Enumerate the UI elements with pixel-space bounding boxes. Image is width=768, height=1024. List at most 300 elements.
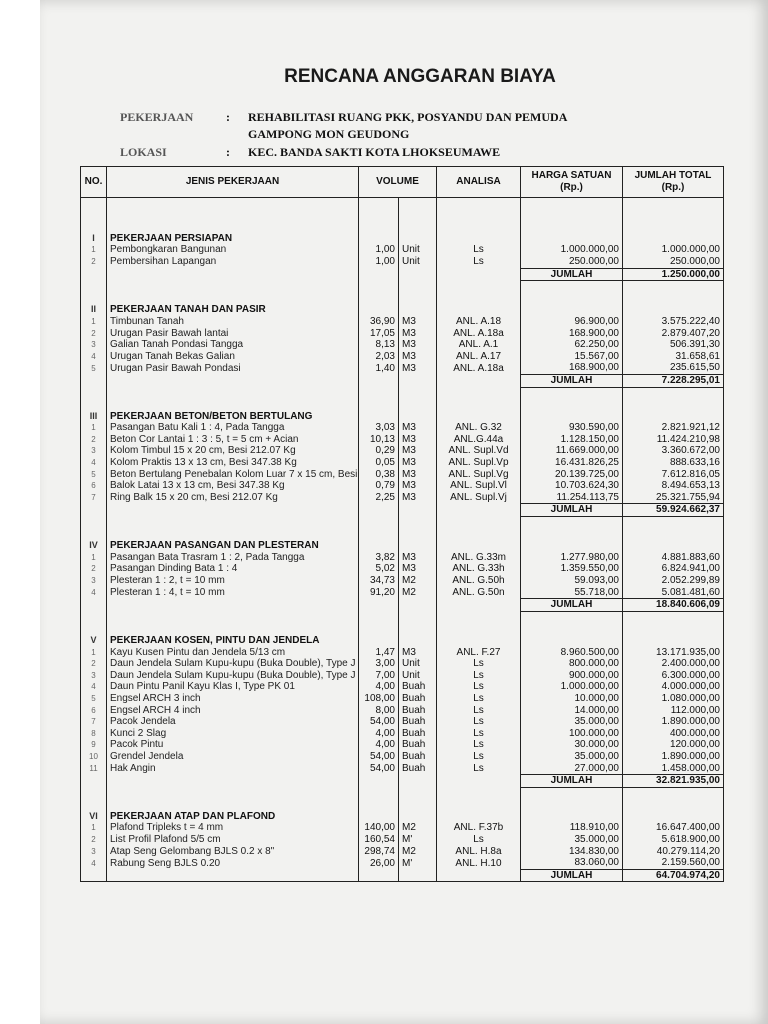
section-title: PEKERJAAN PASANGAN DAN PLESTERAN xyxy=(107,540,359,552)
spacer-row xyxy=(81,623,724,635)
item-unit: Buah xyxy=(399,739,437,751)
empty-cell xyxy=(623,611,724,623)
item-harga-satuan: 8.960.500,00 xyxy=(521,647,623,659)
item-number: 2 xyxy=(81,328,107,340)
item-name: Urugan Tanah Bekas Galian xyxy=(107,351,359,363)
item-name: Timbunan Tanah xyxy=(107,316,359,328)
item-number: 3 xyxy=(81,670,107,682)
empty-cell xyxy=(81,198,107,210)
item-analisa: Ls xyxy=(437,716,521,728)
empty-cell xyxy=(437,293,521,305)
empty-cell xyxy=(359,293,399,305)
item-name: Urugan Pasir Bawah lantai xyxy=(107,328,359,340)
section-header-row xyxy=(81,540,724,552)
empty-cell xyxy=(399,198,437,210)
item-harga-satuan: 15.567,00 xyxy=(521,351,623,363)
empty-cell xyxy=(107,198,359,210)
empty-cell xyxy=(399,387,437,399)
item-jumlah-total: 3.360.672,00 xyxy=(623,445,724,457)
item-number: 3 xyxy=(81,445,107,457)
item-harga-satuan: 35.000,00 xyxy=(521,834,623,846)
item-jumlah-total: 400.000,00 xyxy=(623,728,724,740)
section-title: PEKERJAAN KOSEN, PINTU DAN JENDELA xyxy=(107,635,359,647)
empty-cell xyxy=(521,811,623,823)
empty-cell xyxy=(399,221,437,233)
empty-cell xyxy=(623,281,724,293)
item-unit: M2 xyxy=(399,846,437,858)
item-volume: 160,54 xyxy=(359,834,399,846)
item-volume: 5,02 xyxy=(359,563,399,575)
item-harga-satuan: 168.900,00 xyxy=(521,328,623,340)
empty-cell xyxy=(107,517,359,529)
table-row xyxy=(81,857,724,869)
empty-cell xyxy=(107,210,359,222)
item-analisa: ANL. A.17 xyxy=(437,351,521,363)
item-unit: M2 xyxy=(399,822,437,834)
sum-value: 59.924.662,37 xyxy=(623,504,724,517)
item-harga-satuan: 14.000,00 xyxy=(521,705,623,717)
spacer-row xyxy=(81,281,724,293)
spacer-row xyxy=(81,198,724,210)
item-volume: 4,00 xyxy=(359,681,399,693)
item-volume: 2,03 xyxy=(359,351,399,363)
item-analisa: ANL. F.37b xyxy=(437,822,521,834)
section-title: PEKERJAAN ATAP DAN PLAFOND xyxy=(107,811,359,823)
empty-cell xyxy=(81,799,107,811)
section-sum-row xyxy=(81,268,724,281)
empty-cell xyxy=(521,635,623,647)
empty-cell xyxy=(437,387,521,399)
item-jumlah-total: 4.000.000,00 xyxy=(623,681,724,693)
item-name: Pembersihan Lapangan xyxy=(107,256,359,268)
empty-cell xyxy=(107,374,359,387)
item-volume: 36,90 xyxy=(359,316,399,328)
item-number: 1 xyxy=(81,244,107,256)
table-row xyxy=(81,552,724,564)
empty-cell xyxy=(521,411,623,423)
item-volume: 0,29 xyxy=(359,445,399,457)
empty-cell xyxy=(399,775,437,788)
table-row xyxy=(81,739,724,751)
item-unit: M3 xyxy=(399,434,437,446)
item-analisa: ANL. A.18a xyxy=(437,328,521,340)
item-unit: M3 xyxy=(399,457,437,469)
empty-cell xyxy=(359,540,399,552)
item-name: Kunci 2 Slag xyxy=(107,728,359,740)
empty-cell xyxy=(623,517,724,529)
item-name: Pasangan Dinding Bata 1 : 4 xyxy=(107,563,359,575)
empty-cell xyxy=(437,399,521,411)
empty-cell xyxy=(521,387,623,399)
empty-cell xyxy=(107,221,359,233)
empty-cell xyxy=(359,787,399,799)
empty-cell xyxy=(521,399,623,411)
empty-cell xyxy=(623,198,724,210)
item-unit: Buah xyxy=(399,751,437,763)
rab-table xyxy=(80,166,724,882)
item-analisa: ANL. Supl.Vp xyxy=(437,457,521,469)
item-name: Engsel ARCH 3 inch xyxy=(107,693,359,705)
item-unit: M3 xyxy=(399,445,437,457)
item-jumlah-total: 1.000.000,00 xyxy=(623,244,724,256)
empty-cell xyxy=(437,599,521,612)
empty-cell xyxy=(521,210,623,222)
item-jumlah-total: 6.300.000,00 xyxy=(623,670,724,682)
item-unit: M3 xyxy=(399,492,437,504)
empty-cell xyxy=(81,599,107,612)
header-volume: VOLUME xyxy=(359,167,437,198)
spacer-row xyxy=(81,517,724,529)
item-number: 6 xyxy=(81,480,107,492)
item-jumlah-total: 7.612.816,05 xyxy=(623,469,724,481)
item-harga-satuan: 900.000,00 xyxy=(521,670,623,682)
empty-cell xyxy=(399,411,437,423)
item-unit: Buah xyxy=(399,705,437,717)
table-row xyxy=(81,469,724,481)
item-jumlah-total: 2.821.921,12 xyxy=(623,422,724,434)
item-volume: 3,03 xyxy=(359,422,399,434)
section-sum-row xyxy=(81,504,724,517)
item-volume: 140,00 xyxy=(359,822,399,834)
empty-cell xyxy=(107,799,359,811)
item-volume: 1,47 xyxy=(359,647,399,659)
item-volume: 1,40 xyxy=(359,362,399,374)
item-name: Pasangan Bata Trasram 1 : 2, Pada Tangga xyxy=(107,552,359,564)
empty-cell xyxy=(359,504,399,517)
item-analisa: ANL. A.18 xyxy=(437,316,521,328)
empty-cell xyxy=(437,811,521,823)
empty-cell xyxy=(359,210,399,222)
item-jumlah-total: 2.159.560,00 xyxy=(623,857,724,869)
empty-cell xyxy=(521,198,623,210)
empty-cell xyxy=(623,210,724,222)
item-jumlah-total: 2.400.000,00 xyxy=(623,658,724,670)
item-number: 3 xyxy=(81,339,107,351)
item-harga-satuan: 35.000,00 xyxy=(521,751,623,763)
table-row xyxy=(81,492,724,504)
section-number: III xyxy=(81,411,107,423)
empty-cell xyxy=(107,529,359,541)
section-sum-row xyxy=(81,869,724,882)
item-volume: 8,13 xyxy=(359,339,399,351)
item-number: 2 xyxy=(81,658,107,670)
empty-cell xyxy=(399,540,437,552)
item-unit: M3 xyxy=(399,469,437,481)
item-name: List Profil Plafond 5/5 cm xyxy=(107,834,359,846)
empty-cell xyxy=(437,775,521,788)
empty-cell xyxy=(399,399,437,411)
item-unit: Buah xyxy=(399,728,437,740)
item-number: 7 xyxy=(81,716,107,728)
item-volume: 4,00 xyxy=(359,728,399,740)
header-jumlah-total-line1: JUMLAH TOTAL xyxy=(634,170,712,181)
table-row xyxy=(81,351,724,363)
empty-cell xyxy=(359,411,399,423)
item-unit: Unit xyxy=(399,244,437,256)
item-jumlah-total: 5.081.481,60 xyxy=(623,587,724,599)
item-name: Plafond Tripleks t = 4 mm xyxy=(107,822,359,834)
header-analisa: ANALISA xyxy=(437,167,521,198)
empty-cell xyxy=(81,399,107,411)
empty-cell xyxy=(521,799,623,811)
item-volume: 1,00 xyxy=(359,244,399,256)
empty-cell xyxy=(359,611,399,623)
item-harga-satuan: 134.830,00 xyxy=(521,846,623,858)
section-title: PEKERJAAN PERSIAPAN xyxy=(107,233,359,245)
empty-cell xyxy=(359,304,399,316)
empty-cell xyxy=(437,198,521,210)
empty-cell xyxy=(399,811,437,823)
item-volume: 2,25 xyxy=(359,492,399,504)
sum-value: 32.821.935,00 xyxy=(623,775,724,788)
item-harga-satuan: 11.254.113,75 xyxy=(521,492,623,504)
empty-cell xyxy=(623,540,724,552)
item-analisa: Ls xyxy=(437,751,521,763)
item-harga-satuan: 1.128.150,00 xyxy=(521,434,623,446)
item-analisa: Ls xyxy=(437,681,521,693)
table-row xyxy=(81,647,724,659)
item-analisa: ANL. G.33m xyxy=(437,552,521,564)
empty-cell xyxy=(437,799,521,811)
empty-cell xyxy=(437,623,521,635)
item-analisa: ANL. A.1 xyxy=(437,339,521,351)
table-row xyxy=(81,434,724,446)
empty-cell xyxy=(437,635,521,647)
item-analisa: ANL. Supl.Vg xyxy=(437,469,521,481)
item-analisa: ANL. G.33h xyxy=(437,563,521,575)
empty-cell xyxy=(359,599,399,612)
empty-cell xyxy=(437,281,521,293)
empty-cell xyxy=(81,869,107,882)
item-number: 4 xyxy=(81,351,107,363)
item-analisa: Ls xyxy=(437,739,521,751)
item-harga-satuan: 1.359.550,00 xyxy=(521,563,623,575)
sum-value: 64.704.974,20 xyxy=(623,869,724,882)
spacer-row xyxy=(81,799,724,811)
table-row xyxy=(81,256,724,268)
item-harga-satuan: 11.669.000,00 xyxy=(521,445,623,457)
empty-cell xyxy=(399,635,437,647)
item-number: 9 xyxy=(81,739,107,751)
empty-cell xyxy=(623,221,724,233)
table-row xyxy=(81,834,724,846)
item-volume: 108,00 xyxy=(359,693,399,705)
section-sum-row xyxy=(81,374,724,387)
item-name: Engsel ARCH 4 inch xyxy=(107,705,359,717)
section-sum-row xyxy=(81,775,724,788)
empty-cell xyxy=(521,787,623,799)
empty-cell xyxy=(107,623,359,635)
section-header-row xyxy=(81,304,724,316)
empty-cell xyxy=(359,268,399,281)
item-number: 2 xyxy=(81,434,107,446)
empty-cell xyxy=(437,787,521,799)
item-jumlah-total: 888.633,16 xyxy=(623,457,724,469)
table-row xyxy=(81,362,724,374)
item-name: Atap Seng Gelombang BJLS 0.2 x 8" xyxy=(107,846,359,858)
empty-cell xyxy=(437,210,521,222)
empty-cell xyxy=(437,374,521,387)
empty-cell xyxy=(107,775,359,788)
header-harga-satuan-line1: HARGA SATUAN xyxy=(531,170,612,181)
item-unit: M3 xyxy=(399,362,437,374)
item-volume: 4,00 xyxy=(359,739,399,751)
empty-cell xyxy=(623,233,724,245)
table-row xyxy=(81,445,724,457)
empty-cell xyxy=(521,293,623,305)
item-analisa: ANL.G.44a xyxy=(437,434,521,446)
item-harga-satuan: 118.910,00 xyxy=(521,822,623,834)
item-volume: 54,00 xyxy=(359,716,399,728)
item-harga-satuan: 16.431.826,25 xyxy=(521,457,623,469)
empty-cell xyxy=(623,635,724,647)
item-jumlah-total: 40.279.114,20 xyxy=(623,846,724,858)
section-number: VI xyxy=(81,811,107,823)
item-analisa: Ls xyxy=(437,763,521,775)
table-row xyxy=(81,457,724,469)
spacer-row xyxy=(81,787,724,799)
empty-cell xyxy=(399,281,437,293)
item-number: 6 xyxy=(81,705,107,717)
item-unit: Unit xyxy=(399,256,437,268)
empty-cell xyxy=(81,504,107,517)
empty-cell xyxy=(521,540,623,552)
item-unit: Unit xyxy=(399,670,437,682)
item-unit: M3 xyxy=(399,552,437,564)
item-volume: 54,00 xyxy=(359,751,399,763)
sum-label: JUMLAH xyxy=(521,504,623,517)
item-harga-satuan: 62.250,00 xyxy=(521,339,623,351)
empty-cell xyxy=(107,293,359,305)
table-row xyxy=(81,563,724,575)
empty-cell xyxy=(359,799,399,811)
table-row xyxy=(81,670,724,682)
item-name: Kolom Timbul 15 x 20 cm, Besi 212.07 Kg xyxy=(107,445,359,457)
item-jumlah-total: 1.458.000,00 xyxy=(623,763,724,775)
pekerjaan-value-1: REHABILITASI RUANG PKK, POSYANDU DAN PEMUDA xyxy=(248,110,568,124)
item-jumlah-total: 235.615,50 xyxy=(623,362,724,374)
item-number: 4 xyxy=(81,457,107,469)
empty-cell xyxy=(623,399,724,411)
item-name: Hak Angin xyxy=(107,763,359,775)
item-jumlah-total: 250.000,00 xyxy=(623,256,724,268)
item-number: 1 xyxy=(81,316,107,328)
item-unit: Buah xyxy=(399,681,437,693)
item-volume: 10,13 xyxy=(359,434,399,446)
item-unit: M3 xyxy=(399,647,437,659)
item-name: Pacok Jendela xyxy=(107,716,359,728)
sum-value: 1.250.000,00 xyxy=(623,268,724,281)
item-analisa: ANL. A.18a xyxy=(437,362,521,374)
item-unit: Buah xyxy=(399,716,437,728)
item-unit: M3 xyxy=(399,351,437,363)
item-jumlah-total: 13.171.935,00 xyxy=(623,647,724,659)
empty-cell xyxy=(437,529,521,541)
empty-cell xyxy=(399,504,437,517)
empty-cell xyxy=(107,869,359,882)
header-no: NO. xyxy=(81,167,107,198)
header-jumlah-total-line2: (Rp.) xyxy=(661,182,685,193)
table-row xyxy=(81,763,724,775)
empty-cell xyxy=(437,540,521,552)
item-analisa: Ls xyxy=(437,658,521,670)
empty-cell xyxy=(359,775,399,788)
item-volume: 0,79 xyxy=(359,480,399,492)
item-analisa: ANL. Supl.Vj xyxy=(437,492,521,504)
table-body xyxy=(81,198,724,882)
item-name: Plesteran 1 : 4, t = 10 mm xyxy=(107,587,359,599)
item-name: Rabung Seng BJLS 0.20 xyxy=(107,857,359,869)
item-harga-satuan: 250.000,00 xyxy=(521,256,623,268)
item-analisa: ANL. H.10 xyxy=(437,857,521,869)
item-jumlah-total: 25.321.755,94 xyxy=(623,492,724,504)
empty-cell xyxy=(359,374,399,387)
table-row xyxy=(81,480,724,492)
item-name: Beton Cor Lantai 1 : 3 : 5, t = 5 cm + Acian xyxy=(107,434,359,446)
item-jumlah-total: 120.000,00 xyxy=(623,739,724,751)
item-name: Urugan Pasir Bawah Pondasi xyxy=(107,362,359,374)
item-harga-satuan: 59.093,00 xyxy=(521,575,623,587)
empty-cell xyxy=(399,304,437,316)
item-harga-satuan: 1.277.980,00 xyxy=(521,552,623,564)
empty-cell xyxy=(359,635,399,647)
item-volume: 26,00 xyxy=(359,857,399,869)
item-unit: M' xyxy=(399,834,437,846)
empty-cell xyxy=(521,529,623,541)
empty-cell xyxy=(399,374,437,387)
table-row xyxy=(81,575,724,587)
item-unit: M3 xyxy=(399,316,437,328)
spacer-row xyxy=(81,210,724,222)
item-analisa: Ls xyxy=(437,705,521,717)
item-analisa: Ls xyxy=(437,693,521,705)
table-row xyxy=(81,244,724,256)
header-harga-satuan-line2: (Rp.) xyxy=(560,182,583,193)
section-number: II xyxy=(81,304,107,316)
item-number: 3 xyxy=(81,575,107,587)
item-harga-satuan: 83.060,00 xyxy=(521,857,623,869)
empty-cell xyxy=(399,623,437,635)
empty-cell xyxy=(437,504,521,517)
item-harga-satuan: 100.000,00 xyxy=(521,728,623,740)
table-row xyxy=(81,705,724,717)
sum-label: JUMLAH xyxy=(521,374,623,387)
table-row xyxy=(81,751,724,763)
section-number: V xyxy=(81,635,107,647)
item-harga-satuan: 930.590,00 xyxy=(521,422,623,434)
item-analisa: Ls xyxy=(437,728,521,740)
empty-cell xyxy=(521,221,623,233)
empty-cell xyxy=(437,221,521,233)
empty-cell xyxy=(81,787,107,799)
empty-cell xyxy=(81,517,107,529)
item-unit: M3 xyxy=(399,563,437,575)
lokasi-label: LOKASI xyxy=(120,145,167,159)
item-number: 2 xyxy=(81,834,107,846)
table-row xyxy=(81,587,724,599)
pekerjaan-value-2: GAMPONG MON GEUDONG xyxy=(248,127,410,141)
table-row xyxy=(81,422,724,434)
item-analisa: ANL. F.27 xyxy=(437,647,521,659)
item-name: Kolom Praktis 13 x 13 cm, Besi 347.38 Kg xyxy=(107,457,359,469)
item-unit: M2 xyxy=(399,587,437,599)
spacer-row xyxy=(81,611,724,623)
empty-cell xyxy=(107,268,359,281)
item-name: Balok Latai 13 x 13 cm, Besi 347.38 Kg xyxy=(107,480,359,492)
sum-label: JUMLAH xyxy=(521,775,623,788)
empty-cell xyxy=(399,599,437,612)
item-harga-satuan: 27.000,00 xyxy=(521,763,623,775)
